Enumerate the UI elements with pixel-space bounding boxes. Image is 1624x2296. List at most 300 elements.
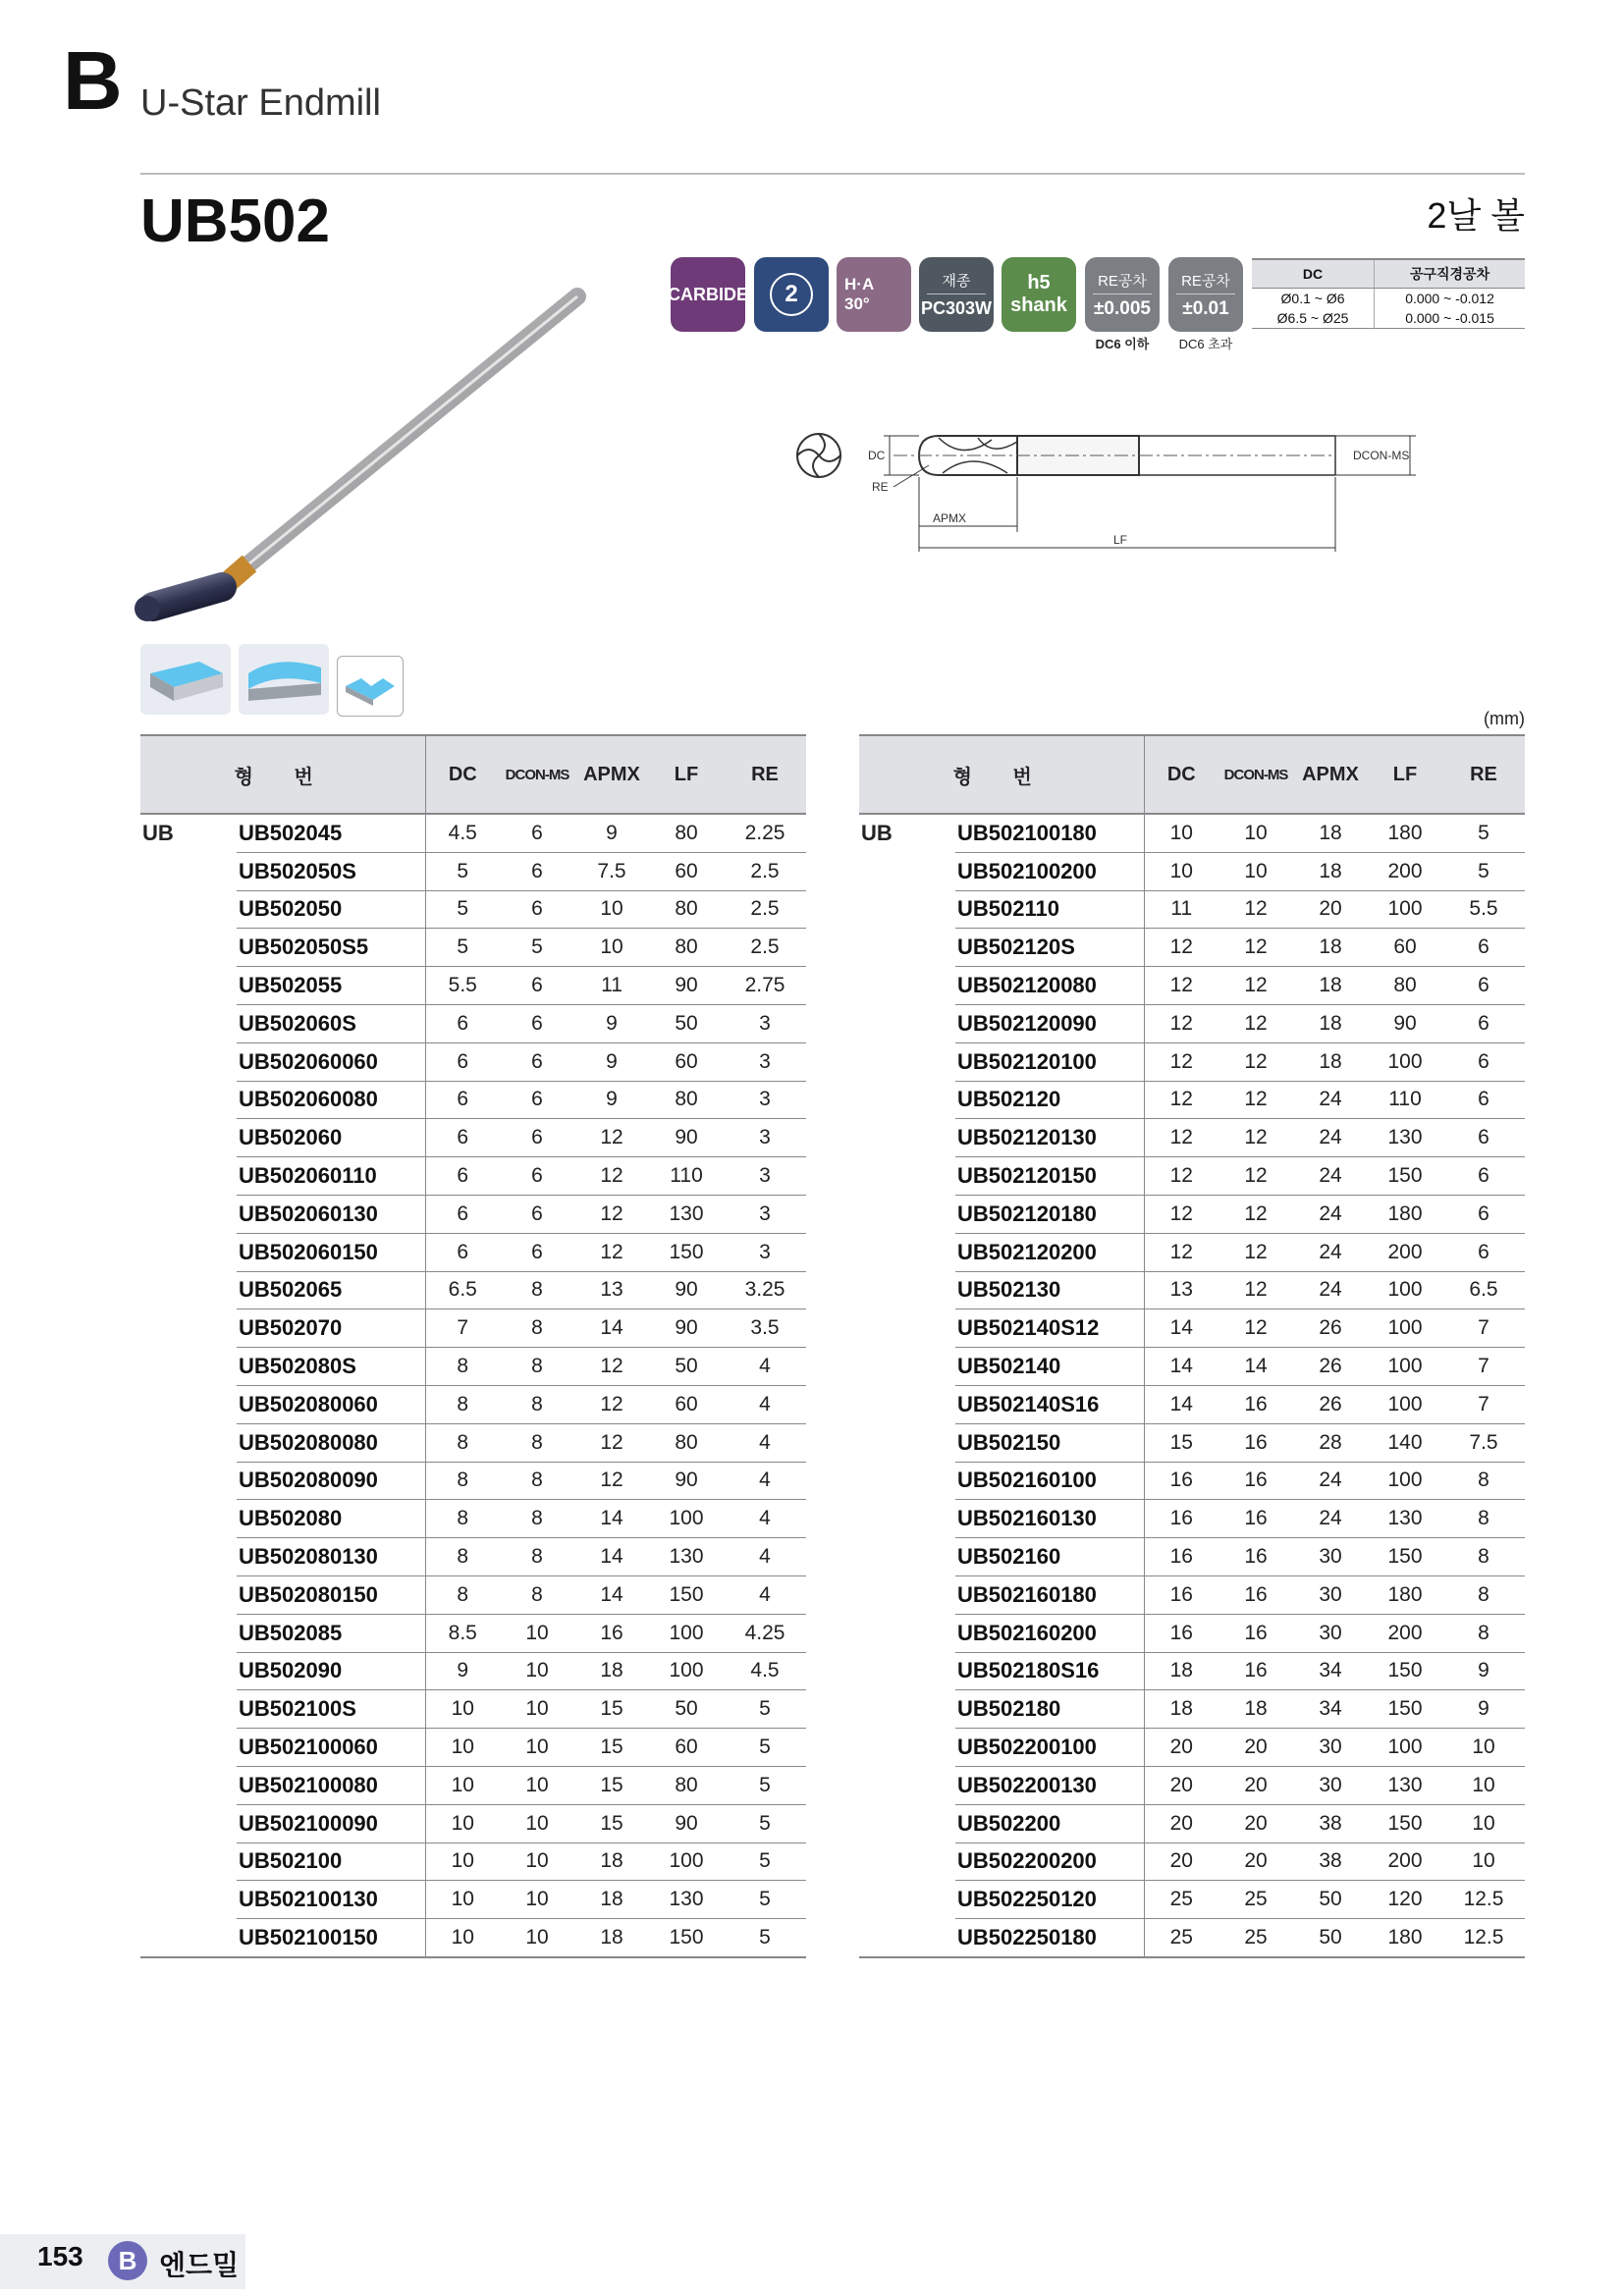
dcon-cell: 6: [500, 1119, 574, 1157]
dc-cell: 18: [1144, 1690, 1218, 1729]
dc-cell: 5.5: [425, 967, 500, 1005]
lf-cell: 90: [1368, 1004, 1442, 1042]
part-number-cell: UB502250180: [955, 1919, 1144, 1957]
table-row: [140, 1538, 806, 1576]
dcon-cell: 6: [500, 814, 574, 852]
dc-cell: 6: [425, 1233, 500, 1271]
apmx-cell: 13: [574, 1271, 649, 1309]
re-cell: 2.25: [724, 814, 806, 852]
group-label: [140, 1119, 237, 1157]
apmx-cell: 26: [1293, 1309, 1368, 1348]
dc-cell: 20: [1144, 1842, 1218, 1881]
dc-cell: 10: [425, 1919, 500, 1957]
lf-cell: 90: [649, 1309, 724, 1348]
dc-cell: 14: [1144, 1348, 1218, 1386]
apmx-cell: 24: [1293, 1081, 1368, 1119]
group-label: [859, 1081, 955, 1119]
table-row: [140, 1004, 806, 1042]
group-label: [859, 1500, 955, 1538]
re-cell: 2.5: [724, 890, 806, 929]
dcon-cell: 8: [500, 1271, 574, 1309]
table-row: [140, 1081, 806, 1119]
lf-cell: 80: [649, 814, 724, 852]
re-tolerance-note-small: DC6 이하: [1095, 337, 1150, 351]
dc-cell: 16: [1144, 1538, 1218, 1576]
dc-cell: 15: [1144, 1423, 1218, 1462]
group-label: UB: [861, 821, 893, 846]
apmx-cell: 14: [574, 1500, 649, 1538]
dc-cell: 8: [425, 1500, 500, 1538]
lf-cell: 150: [1368, 1804, 1442, 1842]
tol-header-tolerance: 공구직경공차: [1375, 259, 1525, 289]
apmx-cell: 9: [574, 814, 649, 852]
re-cell: 6: [1442, 1233, 1525, 1271]
part-number-cell: UB502100080: [237, 1766, 425, 1804]
lf-cell: 130: [649, 1538, 724, 1576]
dc-cell: 12: [1144, 1004, 1218, 1042]
part-number-cell: UB502080S: [237, 1348, 425, 1386]
dcon-cell: 6: [500, 1004, 574, 1042]
part-number-cell: UB502070: [237, 1309, 425, 1348]
part-number-cell: UB502080060: [237, 1385, 425, 1423]
dc-cell: 9: [425, 1652, 500, 1690]
table-row: [140, 1652, 806, 1690]
coating-badge: 재종 PC303W: [919, 257, 994, 332]
table-row: [859, 1004, 1525, 1042]
header-dcon: DCON-MS: [1218, 735, 1293, 814]
lf-cell: 120: [1368, 1881, 1442, 1919]
dc-cell: 8.5: [425, 1614, 500, 1652]
dcon-cell: 16: [1218, 1385, 1293, 1423]
re-cell: 4: [724, 1385, 806, 1423]
dcon-cell: 6: [500, 1081, 574, 1119]
dcon-cell: 20: [1218, 1804, 1293, 1842]
apmx-cell: 50: [1293, 1881, 1368, 1919]
re-cell: 3: [724, 1119, 806, 1157]
lf-cell: 90: [649, 1119, 724, 1157]
group-label: [859, 1042, 955, 1081]
re-cell: 3.25: [724, 1271, 806, 1309]
dcon-cell: 6: [500, 1233, 574, 1271]
lf-cell: 140: [1368, 1423, 1442, 1462]
dcon-cell: 25: [1218, 1881, 1293, 1919]
part-number-cell: UB502100180: [955, 814, 1144, 852]
apmx-cell: 18: [1293, 967, 1368, 1005]
re-cell: 4: [724, 1462, 806, 1500]
dcon-cell: 12: [1218, 929, 1293, 967]
group-label: [140, 1729, 237, 1767]
re-cell: 7: [1442, 1348, 1525, 1386]
apmx-cell: 30: [1293, 1766, 1368, 1804]
dc-cell: 12: [1144, 1081, 1218, 1119]
re-cell: 5: [724, 1729, 806, 1767]
part-number-cell: UB502160130: [955, 1500, 1144, 1538]
part-number-cell: UB502110: [955, 890, 1144, 929]
apmx-cell: 7.5: [574, 852, 649, 890]
dcon-cell: 8: [500, 1500, 574, 1538]
lf-cell: 150: [649, 1233, 724, 1271]
header-part-number: 형 번: [859, 735, 1144, 814]
re-cell: 5: [1442, 852, 1525, 890]
re-cell: 2.5: [724, 852, 806, 890]
re-cell: 5.5: [1442, 890, 1525, 929]
dc-cell: 10: [425, 1842, 500, 1881]
group-label: [859, 1690, 955, 1729]
group-label: [140, 1804, 237, 1842]
apmx-cell: 30: [1293, 1729, 1368, 1767]
part-number-cell: UB502140S16: [955, 1385, 1144, 1423]
apmx-cell: 26: [1293, 1385, 1368, 1423]
apmx-cell: 38: [1293, 1842, 1368, 1881]
lf-cell: 180: [1368, 814, 1442, 852]
section-badge: B: [108, 2241, 147, 2280]
lf-cell: 100: [1368, 1385, 1442, 1423]
table-row: [140, 814, 806, 852]
flute-count-icon: 2: [770, 273, 813, 316]
re-cell: 10: [1442, 1729, 1525, 1767]
dc-cell: 6: [425, 1195, 500, 1233]
apmx-cell: 9: [574, 1081, 649, 1119]
dcon-cell: 16: [1218, 1500, 1293, 1538]
lf-cell: 80: [649, 929, 724, 967]
lf-cell: 200: [1368, 852, 1442, 890]
apmx-cell: 14: [574, 1309, 649, 1348]
re-cell: 3: [724, 1233, 806, 1271]
re-cell: 12.5: [1442, 1881, 1525, 1919]
apmx-cell: 24: [1293, 1462, 1368, 1500]
apmx-cell: 15: [574, 1690, 649, 1729]
re-cell: 8: [1442, 1500, 1525, 1538]
apmx-cell: 12: [574, 1195, 649, 1233]
material-icon-2: [239, 644, 329, 715]
lf-cell: 150: [649, 1575, 724, 1614]
part-number-cell: UB502120200: [955, 1233, 1144, 1271]
apmx-cell: 16: [574, 1614, 649, 1652]
group-label: [140, 1919, 237, 1957]
dc-cell: 14: [1144, 1309, 1218, 1348]
group-label: [140, 1157, 237, 1196]
apmx-cell: 11: [574, 967, 649, 1005]
apmx-cell: 24: [1293, 1233, 1368, 1271]
lf-cell: 100: [649, 1652, 724, 1690]
apmx-cell: 20: [1293, 890, 1368, 929]
part-number-cell: UB502060130: [237, 1195, 425, 1233]
table-row: [140, 1500, 806, 1538]
re-cell: 3: [724, 1042, 806, 1081]
part-number-cell: UB502100130: [237, 1881, 425, 1919]
lf-cell: 60: [649, 1729, 724, 1767]
re-cell: 5: [724, 1766, 806, 1804]
group-label: [859, 1652, 955, 1690]
group-label: [859, 1385, 955, 1423]
table-row: [140, 1919, 806, 1957]
spec-table-right: [859, 734, 1525, 1958]
apmx-cell: 28: [1293, 1423, 1368, 1462]
apmx-cell: 12: [574, 1348, 649, 1386]
dc-cell: 8: [425, 1423, 500, 1462]
header-lf: LF: [1368, 735, 1442, 814]
dcon-cell: 16: [1218, 1538, 1293, 1576]
label-apmx: APMX: [933, 511, 967, 525]
table-row: [140, 1195, 806, 1233]
group-label: [859, 1575, 955, 1614]
part-number-cell: UB502160180: [955, 1575, 1144, 1614]
table-row: [140, 1309, 806, 1348]
re-cell: 4: [724, 1500, 806, 1538]
group-label: [140, 1575, 237, 1614]
lf-cell: 80: [1368, 967, 1442, 1005]
table-row: [859, 929, 1525, 967]
dcon-cell: 10: [500, 1652, 574, 1690]
dc-cell: 12: [1144, 1157, 1218, 1196]
dcon-cell: 20: [1218, 1842, 1293, 1881]
dcon-cell: 6: [500, 1042, 574, 1081]
re-cell: 4: [724, 1538, 806, 1576]
part-number-cell: UB502120090: [955, 1004, 1144, 1042]
re-cell: 8: [1442, 1538, 1525, 1576]
table-row: [859, 1462, 1525, 1500]
dcon-cell: 16: [1218, 1423, 1293, 1462]
dcon-cell: 6: [500, 967, 574, 1005]
dc-cell: 16: [1144, 1500, 1218, 1538]
part-number-cell: UB502085: [237, 1614, 425, 1652]
dcon-cell: 12: [1218, 1271, 1293, 1309]
part-number-cell: UB502180S16: [955, 1652, 1144, 1690]
apmx-cell: 10: [574, 890, 649, 929]
table-row: [140, 929, 806, 967]
apmx-cell: 18: [574, 1842, 649, 1881]
group-label: [859, 1538, 955, 1576]
label-dc: DC: [868, 449, 886, 462]
apmx-cell: 18: [574, 1919, 649, 1957]
re-cell: 10: [1442, 1804, 1525, 1842]
lf-cell: 80: [649, 1081, 724, 1119]
dcon-cell: 18: [1218, 1690, 1293, 1729]
dcon-cell: 14: [1218, 1348, 1293, 1386]
lf-cell: 60: [649, 1042, 724, 1081]
dcon-cell: 20: [1218, 1729, 1293, 1767]
dcon-cell: 12: [1218, 1233, 1293, 1271]
lf-cell: 100: [1368, 1729, 1442, 1767]
part-number-cell: UB502050S: [237, 852, 425, 890]
dcon-cell: 10: [1218, 852, 1293, 890]
shank-badge: h5 shank: [1001, 257, 1076, 332]
lf-cell: 60: [649, 1385, 724, 1423]
apmx-cell: 30: [1293, 1575, 1368, 1614]
re-cell: 9: [1442, 1652, 1525, 1690]
apmx-cell: 9: [574, 1042, 649, 1081]
dcon-cell: 8: [500, 1462, 574, 1500]
lf-cell: 150: [649, 1919, 724, 1957]
table-row: [140, 1462, 806, 1500]
re-cell: 7: [1442, 1309, 1525, 1348]
dc-cell: 10: [425, 1804, 500, 1842]
re-cell: 3: [724, 1004, 806, 1042]
apmx-cell: 30: [1293, 1614, 1368, 1652]
apmx-cell: 18: [1293, 1004, 1368, 1042]
table-row: [859, 1042, 1525, 1081]
dcon-cell: 10: [500, 1804, 574, 1842]
unit-label: (mm): [1484, 709, 1525, 728]
group-label: [859, 1804, 955, 1842]
header-dc: DC: [1144, 735, 1218, 814]
part-number-cell: UB502080: [237, 1500, 425, 1538]
apmx-cell: 12: [574, 1385, 649, 1423]
lf-cell: 60: [649, 852, 724, 890]
table-row: [140, 1385, 806, 1423]
group-label: [140, 852, 237, 890]
part-number-cell: UB502090: [237, 1652, 425, 1690]
group-label: [859, 1766, 955, 1804]
group-label: [140, 967, 237, 1005]
header-apmx: APMX: [1293, 735, 1368, 814]
dc-cell: 10: [425, 1881, 500, 1919]
group-label: [140, 1500, 237, 1538]
dc-cell: 16: [1144, 1575, 1218, 1614]
apmx-cell: 12: [574, 1119, 649, 1157]
dc-cell: 25: [1144, 1919, 1218, 1957]
lf-cell: 100: [649, 1614, 724, 1652]
group-label: [859, 1614, 955, 1652]
part-number-cell: UB502120: [955, 1081, 1144, 1119]
re-tolerance-note-large: DC6 초과: [1178, 337, 1233, 351]
apmx-cell: 26: [1293, 1348, 1368, 1386]
part-number-cell: UB502250120: [955, 1881, 1144, 1919]
table-row: [859, 1500, 1525, 1538]
dc-cell: 14: [1144, 1385, 1218, 1423]
lf-cell: 80: [649, 1766, 724, 1804]
dc-cell: 20: [1144, 1729, 1218, 1767]
table-row: [859, 1919, 1525, 1957]
dcon-cell: 16: [1218, 1652, 1293, 1690]
group-label: [140, 1614, 237, 1652]
dc-cell: 16: [1144, 1462, 1218, 1500]
table-row: [140, 1271, 806, 1309]
lf-cell: 80: [649, 1423, 724, 1462]
re-cell: 3: [724, 1195, 806, 1233]
group-label: [859, 1881, 955, 1919]
group-label: [859, 1919, 955, 1957]
dc-cell: 12: [1144, 1119, 1218, 1157]
dcon-cell: 20: [1218, 1766, 1293, 1804]
lf-cell: 90: [649, 1804, 724, 1842]
part-number-cell: UB502050: [237, 890, 425, 929]
group-label: [859, 1729, 955, 1767]
group-label: UB: [142, 821, 174, 846]
header-dcon: DCON-MS: [500, 735, 574, 814]
re-cell: 5: [724, 1919, 806, 1957]
dc-cell: 10: [1144, 814, 1218, 852]
part-number-cell: UB502060060: [237, 1042, 425, 1081]
dcon-cell: 12: [1218, 1004, 1293, 1042]
lf-cell: 100: [1368, 1462, 1442, 1500]
table-row: [140, 1804, 806, 1842]
apmx-cell: 18: [574, 1652, 649, 1690]
table-row: [859, 1729, 1525, 1767]
group-label: [859, 1842, 955, 1881]
lf-cell: 50: [649, 1004, 724, 1042]
apmx-cell: 34: [1293, 1652, 1368, 1690]
group-label: [140, 1195, 237, 1233]
endmill-photo: [126, 283, 597, 636]
dcon-cell: 8: [500, 1538, 574, 1576]
re-cell: 9: [1442, 1690, 1525, 1729]
apmx-cell: 10: [574, 929, 649, 967]
dimension-drawing: [785, 422, 1434, 560]
group-label: [140, 1423, 237, 1462]
dcon-cell: 16: [1218, 1462, 1293, 1500]
re-cell: 6: [1442, 1157, 1525, 1196]
group-label: [859, 852, 955, 890]
re-cell: 5: [724, 1804, 806, 1842]
group-label: [140, 1385, 237, 1423]
dc-cell: 12: [1144, 1233, 1218, 1271]
header-dc: DC: [425, 735, 500, 814]
re-cell: 3: [724, 1157, 806, 1196]
dc-cell: 5: [425, 852, 500, 890]
apmx-cell: 18: [1293, 852, 1368, 890]
re-cell: 4.5: [724, 1652, 806, 1690]
dc-cell: 25: [1144, 1881, 1218, 1919]
dcon-cell: 12: [1218, 1042, 1293, 1081]
label-lf: LF: [1113, 533, 1128, 547]
lf-cell: 150: [1368, 1157, 1442, 1196]
lf-cell: 200: [1368, 1233, 1442, 1271]
re-cell: 4.25: [724, 1614, 806, 1652]
re-tolerance-badge-small: RE공차 ±0.005: [1085, 257, 1160, 332]
part-number-cell: UB502100060: [237, 1729, 425, 1767]
dc-cell: 11: [1144, 890, 1218, 929]
dcon-cell: 12: [1218, 1157, 1293, 1196]
dcon-cell: 6: [500, 1157, 574, 1196]
header-apmx: APMX: [574, 735, 649, 814]
part-number-cell: UB502060110: [237, 1157, 425, 1196]
part-number-cell: UB502140: [955, 1348, 1144, 1386]
diameter-tolerance-table: [1252, 258, 1525, 329]
dc-cell: 12: [1144, 967, 1218, 1005]
part-number-cell: UB502065: [237, 1271, 425, 1309]
lf-cell: 90: [649, 967, 724, 1005]
re-cell: 6: [1442, 1042, 1525, 1081]
table-row: [140, 1157, 806, 1196]
page-number: 153: [37, 2241, 83, 2271]
table-row: [859, 1766, 1525, 1804]
apmx-cell: 12: [574, 1233, 649, 1271]
table-row: [859, 1575, 1525, 1614]
apmx-cell: 38: [1293, 1804, 1368, 1842]
table-row: [859, 1423, 1525, 1462]
lf-cell: 50: [649, 1348, 724, 1386]
apmx-cell: 50: [1293, 1919, 1368, 1957]
part-number-cell: UB502180: [955, 1690, 1144, 1729]
group-label: [859, 1348, 955, 1386]
apmx-cell: 12: [574, 1462, 649, 1500]
apmx-cell: 15: [574, 1804, 649, 1842]
group-label: [859, 1004, 955, 1042]
table-row: [859, 1271, 1525, 1309]
lf-cell: 130: [649, 1881, 724, 1919]
dcon-cell: 25: [1218, 1919, 1293, 1957]
dcon-cell: 6: [500, 890, 574, 929]
dcon-cell: 12: [1218, 1309, 1293, 1348]
part-number-cell: UB502060080: [237, 1081, 425, 1119]
flutes-badge: [754, 257, 829, 332]
re-cell: 7: [1442, 1385, 1525, 1423]
group-label: [859, 967, 955, 1005]
table-row: [859, 890, 1525, 929]
dc-cell: 13: [1144, 1271, 1218, 1309]
section-letter: B: [63, 34, 123, 127]
